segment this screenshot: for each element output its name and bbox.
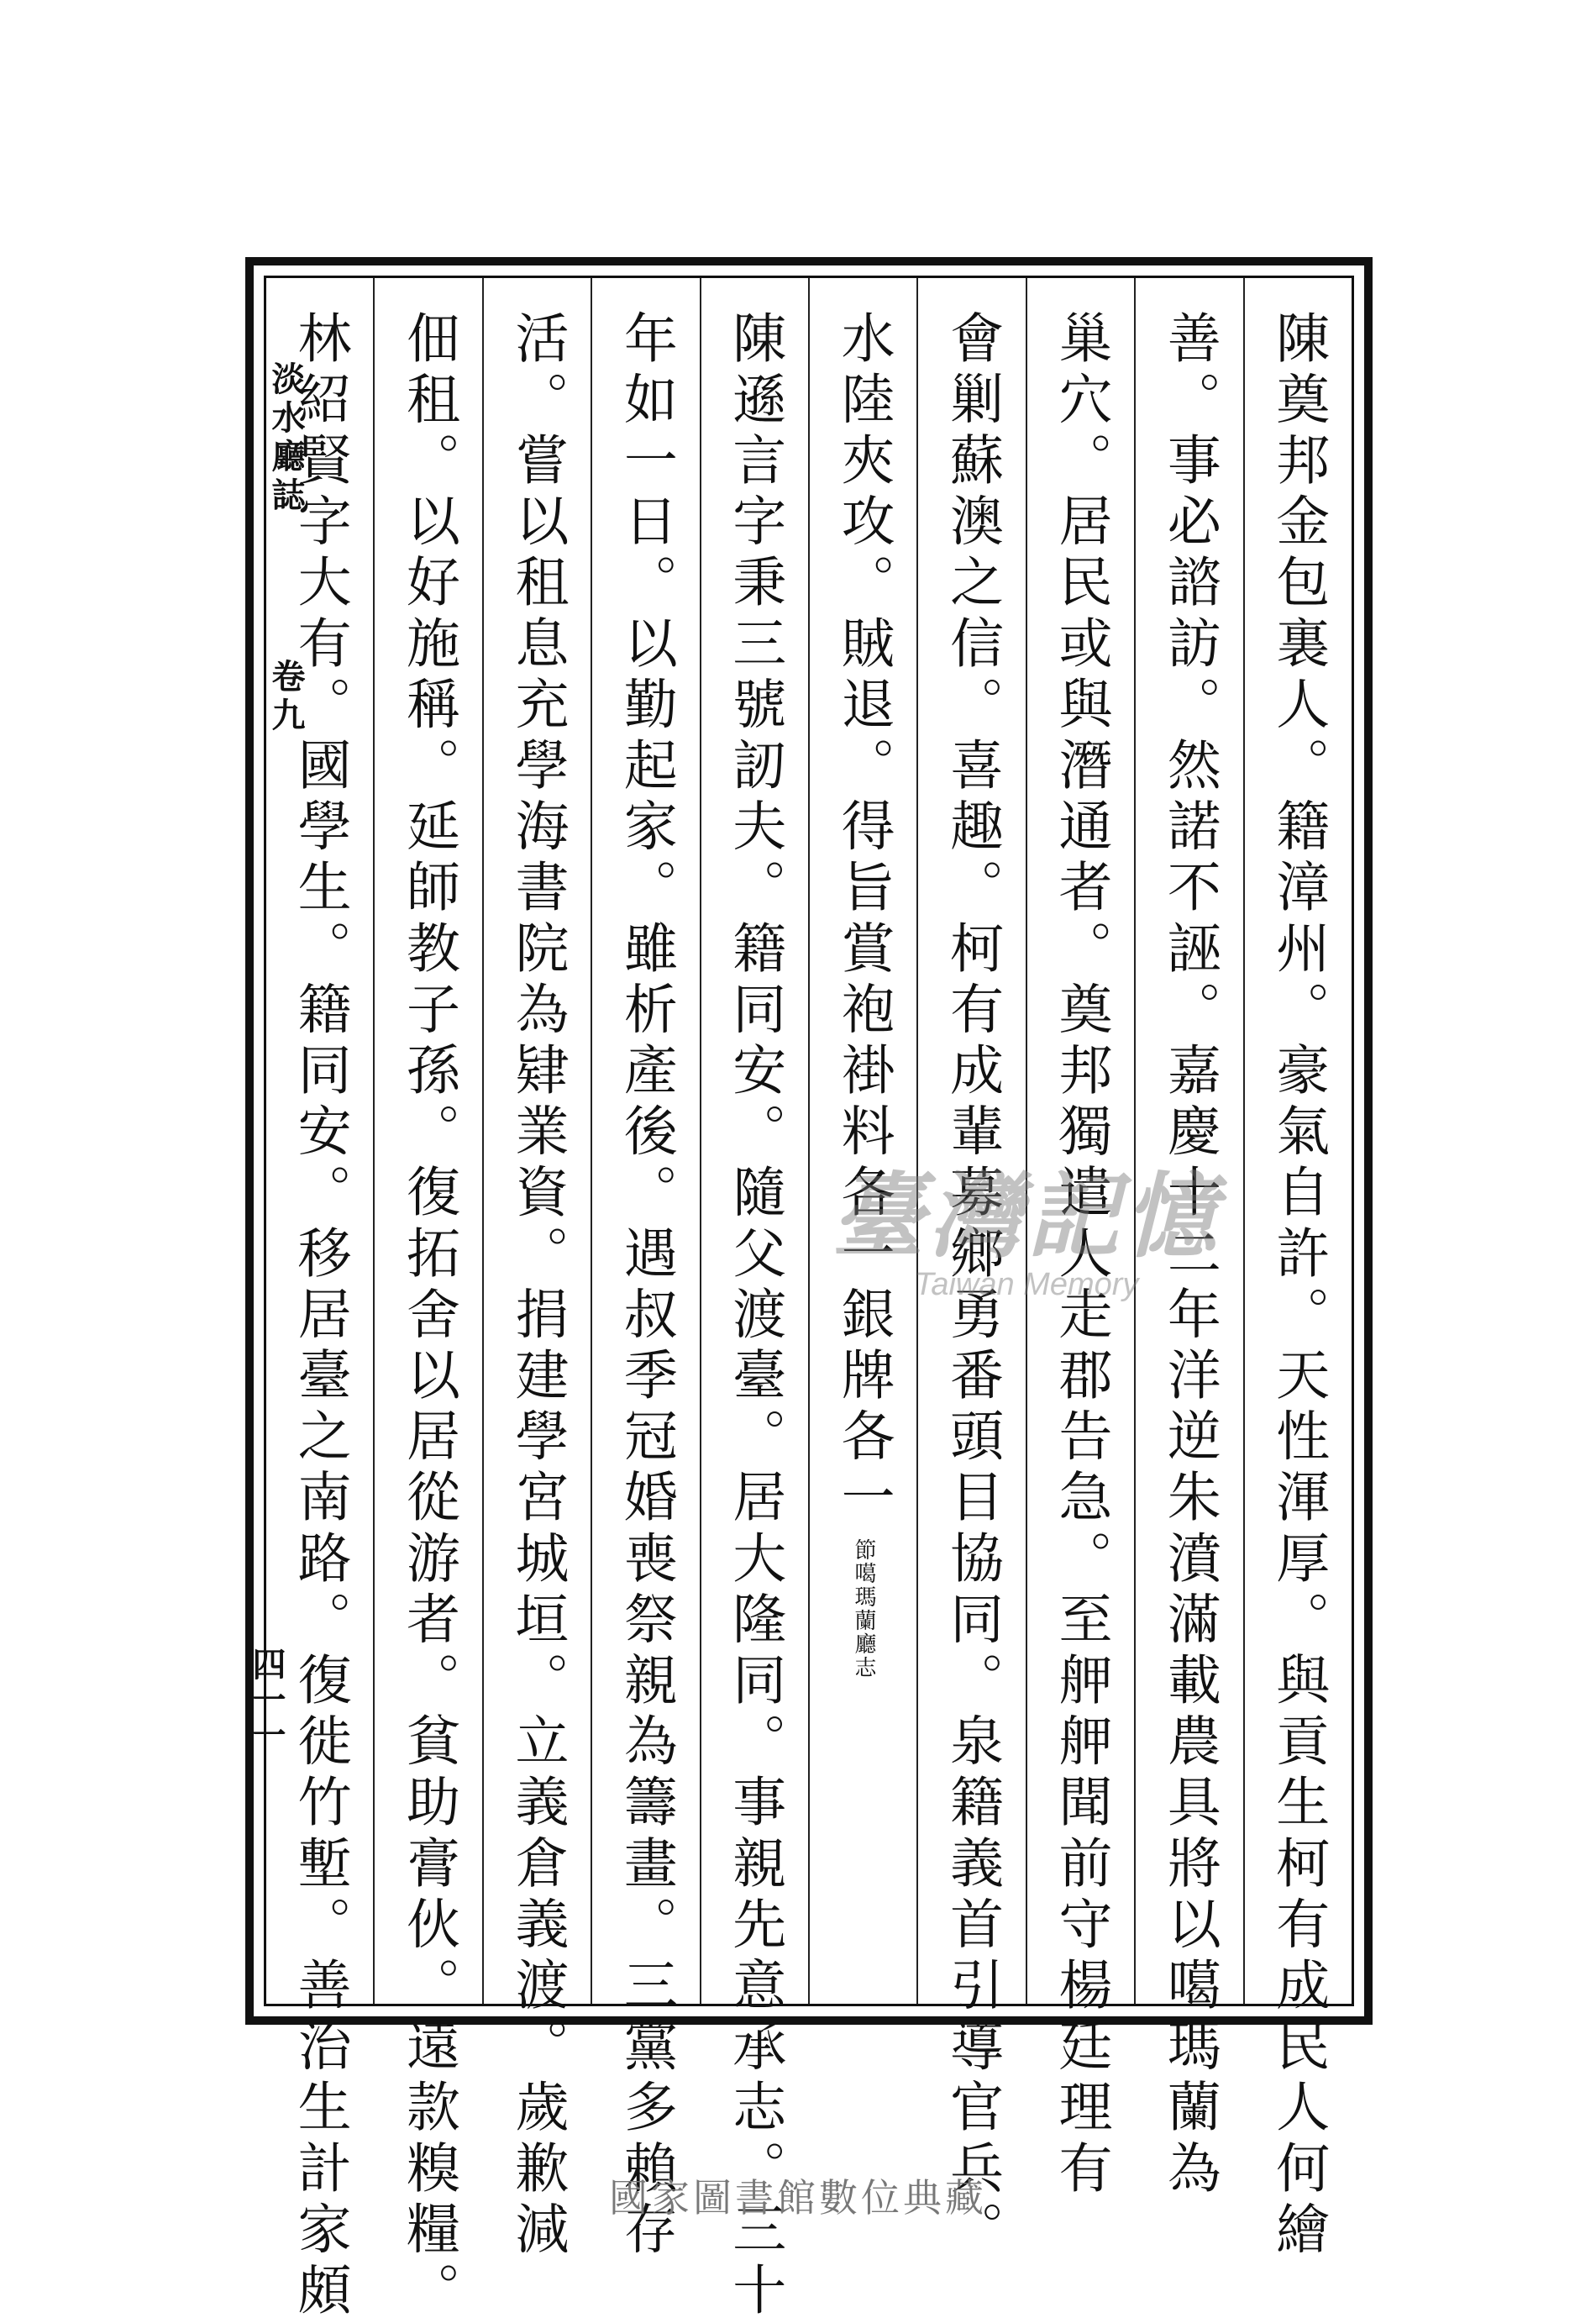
text-column-8 <box>482 278 591 2263</box>
column-text: 善。事必諮訪。然諾不誣。嘉慶十二年洋逆朱濆滿載農具將以噶瑪蘭為 <box>1158 310 1221 2201</box>
text-column-1 <box>1243 278 1352 2263</box>
text-column-10 <box>266 278 373 2323</box>
column-text: 林紹賢字大有。國學生。籍同安。移居臺之南路。復徙竹塹。善治生計家頗 <box>288 310 351 2323</box>
column-text: 陳奠邦金包裏人。籍漳州。豪氣自許。天性渾厚。與貢生柯有成民人何繪 <box>1267 310 1330 2263</box>
watermark-english: Taiwan Memory <box>914 1267 1139 1302</box>
text-column-9 <box>373 278 481 2323</box>
book-title: 淡水廳誌 <box>266 361 306 516</box>
text-column-4 <box>916 278 1025 2263</box>
column-text: 年如一日。以勤起家。雖析產後。遇叔季冠婚喪祭親為籌畫。三黨多賴存 <box>614 310 677 2263</box>
text-column-5 <box>808 278 916 2004</box>
column-text: 會剿蘇澳之信。喜趣。柯有成輩募鄉勇番頭目協同。泉籍義首引導官兵。 <box>941 310 1004 2263</box>
column-text: 水陸夾攻。賊退。得旨賞袍褂料各一銀牌各一 <box>832 310 895 1530</box>
column-text: 巢穴。居民或與潛通者。奠邦獨遣人走郡告急。至舺舺聞前守楊廷理有 <box>1049 310 1112 2201</box>
page-number: 四一一 <box>247 1647 286 1753</box>
column-text: 陳遜言字秉三號訒夫。籍同安。隨父渡臺。居大隆同。事親先意承志。三十 <box>723 310 786 2323</box>
watermark-logo <box>832 1143 1221 1303</box>
footer-collection-label: 國家圖書館數位典藏 <box>609 2175 987 2221</box>
text-column-2 <box>1134 278 1242 2201</box>
text-column-7 <box>591 278 699 2263</box>
source-note: 節噶瑪蘭廳志 <box>850 1538 876 1679</box>
volume-label: 卷九 <box>266 659 306 736</box>
text-column-3 <box>1026 278 1134 2201</box>
watermark-chinese: 臺灣記憶 <box>832 1162 1221 1270</box>
text-column-6 <box>700 278 808 2323</box>
column-text: 活。嘗以租息充學海書院為肄業資。捐建學宮城垣。立義倉義渡。歲歉減 <box>506 310 569 2263</box>
column-text: 佃租。以好施稱。延師教子孫。復拓舍以居從游者。貧助膏伙。遠款糗糧。 <box>397 310 460 2323</box>
